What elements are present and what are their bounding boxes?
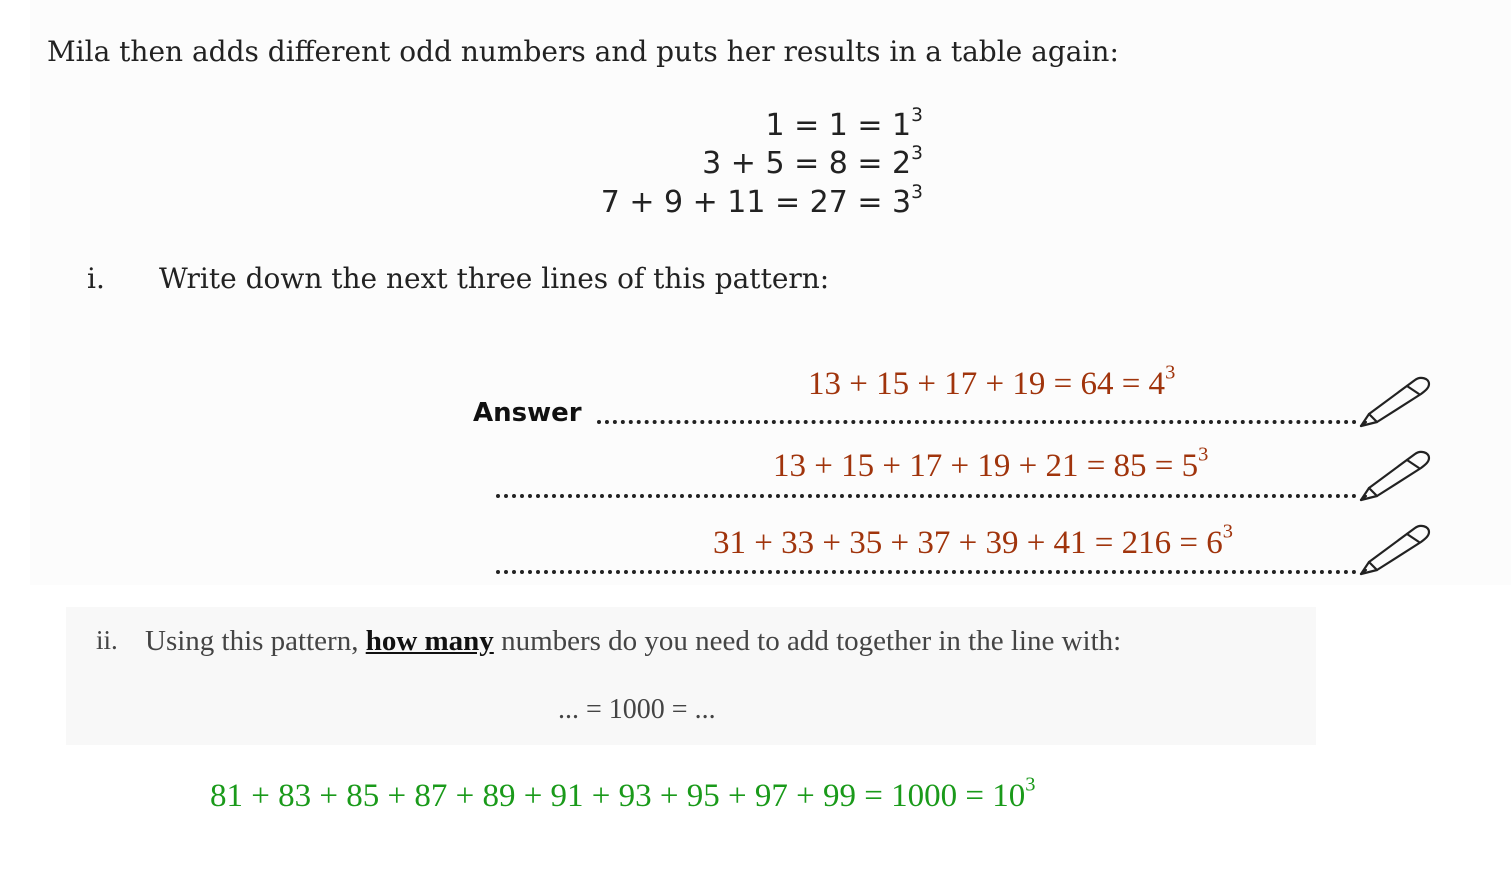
emphasis-how-many: how many [365, 625, 494, 657]
intro-text: Mila then adds different odd numbers and puts her results in a table again: [47, 35, 1119, 68]
question-i-number: i. [87, 262, 105, 295]
question-ii-equation: ... = 1000 = ... [558, 694, 716, 725]
question-i-text: Write down the next three lines of this pattern: [159, 262, 830, 295]
answer-dotted-line-2[interactable] [496, 494, 1357, 498]
answer-ii: $81 + 83 + 85 + 87 + 89 + 91 + 93 + 95 + 97 + 99 = 1000 = 10^3$ [210, 773, 1036, 814]
question-ii-number: ii. [96, 625, 118, 655]
answer-line-2: $13 + 15 + 17 + 19 + 21 = 85 = 5^3$ [773, 443, 1209, 484]
question-ii-text: Using this pattern, how many numbers do you need to add together in the line with: [145, 625, 1122, 657]
table-row-3: $7 + 9 + 11 = 27 = 3^3$ [600, 182, 923, 220]
pen-icon [1357, 372, 1433, 430]
table-row-2: $3 + 5 = 8 = 2^3$ [702, 143, 923, 181]
answer-line-1: $13 + 15 + 17 + 19 = 64 = 4^3$ [808, 361, 1176, 402]
answer-dotted-line-3[interactable] [496, 570, 1357, 574]
table-row-1: $1 = 1 = 1^3$ [765, 105, 923, 143]
answer-line-3: $31 + 33 + 35 + 37 + 39 + 41 = 216 = 6^3$ [713, 520, 1233, 561]
answer-label: Answer [473, 398, 582, 428]
pen-icon [1357, 446, 1433, 504]
pen-icon [1357, 520, 1433, 578]
answer-dotted-line-1[interactable] [597, 420, 1357, 424]
